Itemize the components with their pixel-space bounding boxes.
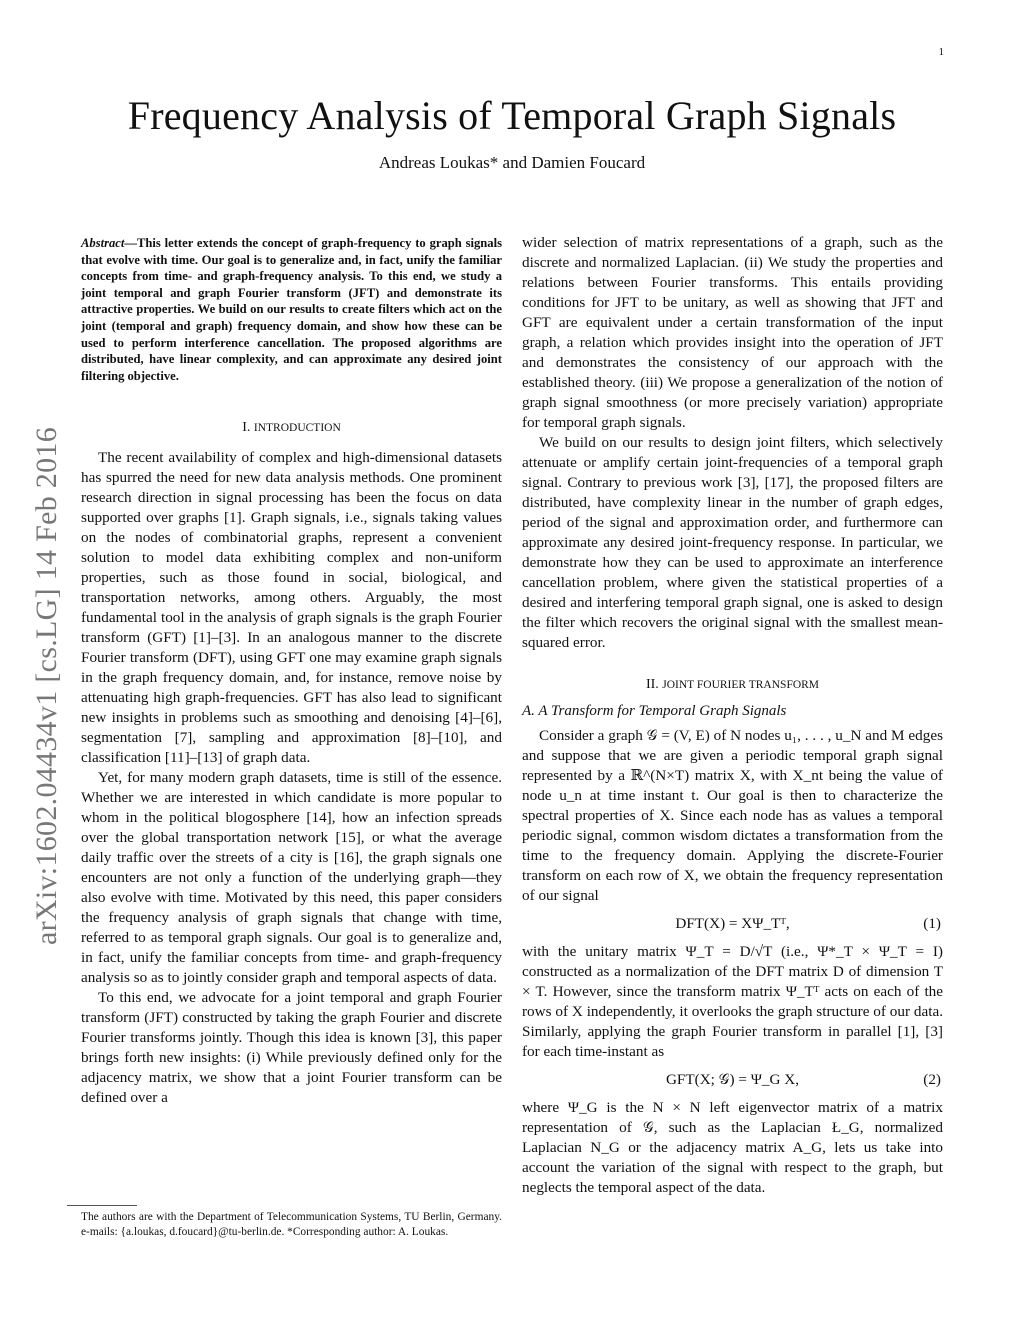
- equation-2: [522, 1068, 943, 1092]
- abstract-text: —This letter extends the concept of graph-frequency to graph signals that evolve with time. Our goal is to generalize and, in fact, unify the familiar concepts from time- and graph-frequency analysis. To this end, we study a joint temporal and graph Fourier transform (JFT) and demonstrate its attractive properties. We build on our results to create filters which act on the joint (temporal and graph) frequency domain, and show how these can be used to perform interference cancellation. The proposed algorithms are distributed, have linear complexity, and can approximate any desired joint filtering objective.: [81, 236, 502, 383]
- page-number: 1: [938, 46, 944, 58]
- right-paragraph-5: where Ψ_G is the N × N left eigenvector matrix of a matrix representation of 𝒢, such as the Laplacian Ł_G, normalized Laplacian N_G or the adjacency matrix A_G, lets us take into account the variation of the signal with respect to the graph, but neglects the temporal aspect of the data.: [522, 1099, 943, 1196]
- abstract-label: Abstract: [81, 236, 125, 250]
- footnote-text: The authors are with the Department of Telecommunication Systems, TU Berlin, Germany. e-mails: {a.loukas, d.foucard}@tu-berlin.de. *Corresponding author: A. Loukas.: [81, 1211, 502, 1238]
- authors: Andreas Loukas* and Damien Foucard: [378, 153, 646, 172]
- equation-1: [522, 912, 943, 936]
- right-column: [522, 233, 943, 1198]
- footnote-rule: [67, 1205, 137, 1206]
- right-paragraph-1: wider selection of matrix representations of a graph, such as the discrete and normalized Laplacian. (ii) We study the properties and relations between Fourier transforms. This entails providing conditions for JFT to be unitary, as well as showing that JFT and GFT are equivalent under a certain transformation of the input graph, a relation which provides insight into the operation of JFT and demonstrates the consistency of our approach with the established theory. (iii) We propose a generalization of the notion of graph signal smoothness (or more precisely variation) appropriate for temporal graph signals.: [522, 234, 943, 431]
- section-title: JOINT FOURIER TRANSFORM: [662, 679, 820, 691]
- arxiv-identifier: arXiv:1602.04434v1 [cs.LG] 14 Feb 2016: [30, 426, 63, 945]
- intro-paragraph-1: The recent availability of complex and high-dimensional datasets has spurred the need for new data analysis methods. One prominent research direction in signal processing has been the focus on data supported over graphs [1]. Graph signals, i.e., signals taking values on the nodes of combinatorial graphs, represent a convenient solution to model data exhibiting complex and non-uniform properties, such as those found in social, biological, and transportation networks, among others. Arguably, the most fundamental tool in the analysis of graph signals is the graph Fourier transform (GFT) [1]–[3]. In an analogous manner to the discrete Fourier transform (DFT), using GFT one may examine graph signals in the graph frequency domain, and, for instance, remove noise by attenuating high graph-frequencies. GFT has also lead to significant new insights in problems such as smoothing and denoising [4]–[6], segmentation [7], sampling and approximation [8]–[10], and classification [11]–[13] of graph data.: [81, 449, 502, 767]
- abstract: [81, 235, 502, 384]
- footnote: [81, 1205, 502, 1240]
- intro-paragraph-3: To this end, we advocate for a joint temporal and graph Fourier transform (JFT) constructed by taking the graph Fourier and discrete Fourier transforms jointly. Though this idea is known [3], this paper brings forth new insights: (i) While previously defined only for the adjacency matrix, we show that a joint Fourier transform can be defined over a: [81, 989, 502, 1107]
- right-paragraph-3: Consider a graph 𝒢 = (V, E) of N nodes u₁, . . . , u_N and M edges and suppose that we are given a periodic temporal graph signal represented by a ℝ^(N×T) matrix X, with X_nt being the value of node u_n at time instant t. Our goal is then to characterize the spectral properties of X. Since each node has as values a temporal periodic signal, common wisdom dictates a transformation from the time to the frequency domain. Applying the discrete-Fourier transform on each row of X, we obtain the frequency representation of our signal: [522, 727, 943, 904]
- right-paragraph-4: with the unitary matrix Ψ_T = D/√T (i.e., Ψ*_T × Ψ_T = I) constructed as a normalization of the DFT matrix D of dimension T × T. However, since the transform matrix Ψ_Tᵀ acts on each of the rows of X independently, it overlooks the graph structure of our data. Similarly, applying the graph Fourier transform in parallel [1], [3] for each time-instant as: [522, 943, 943, 1060]
- equation-1-body: DFT(X) = XΨ_Tᵀ,: [675, 915, 790, 932]
- paper-title: Frequency Analysis of Temporal Graph Signals: [127, 93, 897, 138]
- section-heading-introduction: I. INTRODUCTION: [242, 420, 341, 436]
- section-title: INTRODUCTION: [253, 422, 341, 435]
- left-column: [81, 235, 502, 1108]
- subsection-heading: A. A Transform for Temporal Graph Signals: [522, 703, 787, 719]
- equation-1-number: (1): [923, 915, 941, 932]
- intro-paragraph-2: Yet, for many modern graph datasets, time is still of the essence. Whether we are interested in which candidate is more popular to whom in the political blogosphere [14], how an infection spreads over the global transportation network [15], or what the average daily traffic over the streets of a city is [16], the graph signals one encounters are not only a function of the underlying graph—they also evolve with time. Motivated by this need, this paper considers the frequency analysis of graph signals that change with time, referred to as temporal graph signals. Our goal is to generalize and, in fact, unify the familiar concepts from time- and graph-frequency analysis so as to jointly consider graph and temporal aspects of data.: [81, 769, 502, 987]
- equation-2-body: GFT(X; 𝒢) = Ψ_G X,: [665, 1071, 800, 1088]
- right-paragraph-2: We build on our results to design joint filters, which selectively attenuate or amplify certain joint-frequencies of a temporal graph signal. Contrary to previous work [3], [17], the proposed filters are distributed, have complexity linear in the number of graph edges, period of the signal and approximation order, and furthermore can approximate any desired joint-frequency response. In particular, we demonstrate how they can be used to approximate an interference cancellation problem, where given the statistical properties of a desired and interfering temporal graph signal, one is asked to design the filter which recovers the original signal with the smallest mean-squared error.: [522, 434, 943, 651]
- section-heading-joint-fourier: II. JOINT FOURIER TRANSFORM: [645, 677, 820, 692]
- equation-2-number: (2): [923, 1071, 941, 1088]
